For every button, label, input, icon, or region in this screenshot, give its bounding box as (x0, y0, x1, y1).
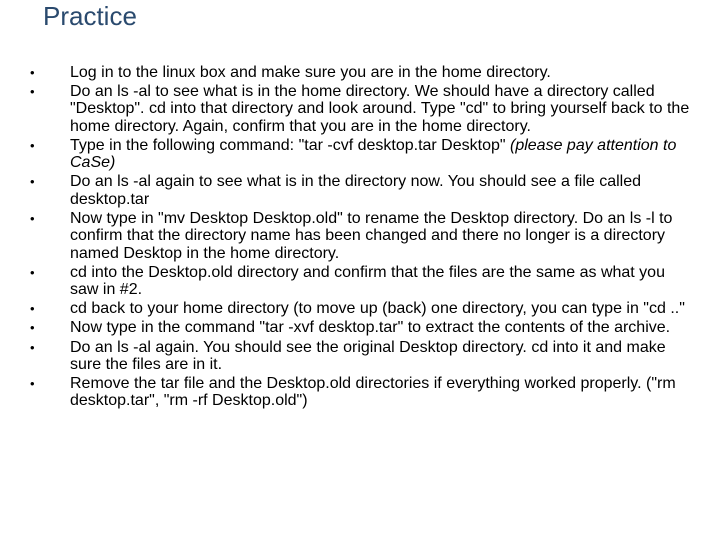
item-text: Now type in "mv Desktop Desktop.old" to rename the Desktop directory. Do an ls -l to confirm that the directory name has been changed and there no longer is a directory named Desktop in the home directory. (70, 209, 673, 262)
list-item (30, 83, 695, 135)
item-text: Now type in the command "tar -xvf desktop.tar" to extract the contents of the archive. (70, 319, 671, 337)
bullet-icon: • (30, 65, 35, 80)
list-item (30, 210, 695, 262)
item-text: Log in to the linux box and make sure you are in the home directory. (70, 64, 551, 81)
item-text: Type in the following command: "tar -cvf desktop.tar Desktop" (70, 136, 510, 154)
list-item (30, 173, 695, 208)
list-item (30, 375, 695, 410)
bullet-icon: • (30, 301, 35, 317)
list-item (30, 300, 695, 317)
item-text: cd into the Desktop.old directory and confirm that the files are the same as what you saw in #2. (70, 263, 665, 299)
list-item (30, 137, 695, 172)
bullet-icon: • (30, 210, 35, 226)
slide-title: Practice (43, 1, 137, 31)
bullet-icon: • (30, 137, 35, 153)
bullet-icon: • (30, 174, 35, 190)
item-note: (please pay attention to CaSe) (70, 136, 677, 172)
list-item (30, 264, 695, 299)
list-item (30, 319, 695, 336)
list-item (30, 339, 695, 374)
item-text: Remove the tar file and the Desktop.old directories if everything worked properly. ("rm desktop.tar", "rm -rf Desktop.old") (70, 375, 676, 410)
bullet-icon: • (30, 264, 35, 280)
bullet-icon: • (30, 84, 35, 100)
bullet-icon: • (30, 376, 35, 392)
item-text: cd back to your home directory (to move up (back) one directory, you can type in "cd .." (70, 300, 685, 318)
instruction-list (30, 64, 695, 412)
item-text: Do an ls -al again to see what is in the directory now. You should see a file called desktop.tar (70, 173, 642, 208)
bullet-icon: • (30, 339, 35, 355)
bullet-icon: • (30, 320, 35, 336)
list-item (30, 64, 695, 81)
item-text: Do an ls -al to see what is in the home directory. We should have a directory called "Desktop". cd into that directory and look around. Type "cd" to bring yourself back to the home directory. Again, confirm that you are in the home directory. (70, 83, 690, 135)
item-text: Do an ls -al again. You should see the original Desktop directory. cd into it and make sure the files are in it. (70, 338, 666, 373)
